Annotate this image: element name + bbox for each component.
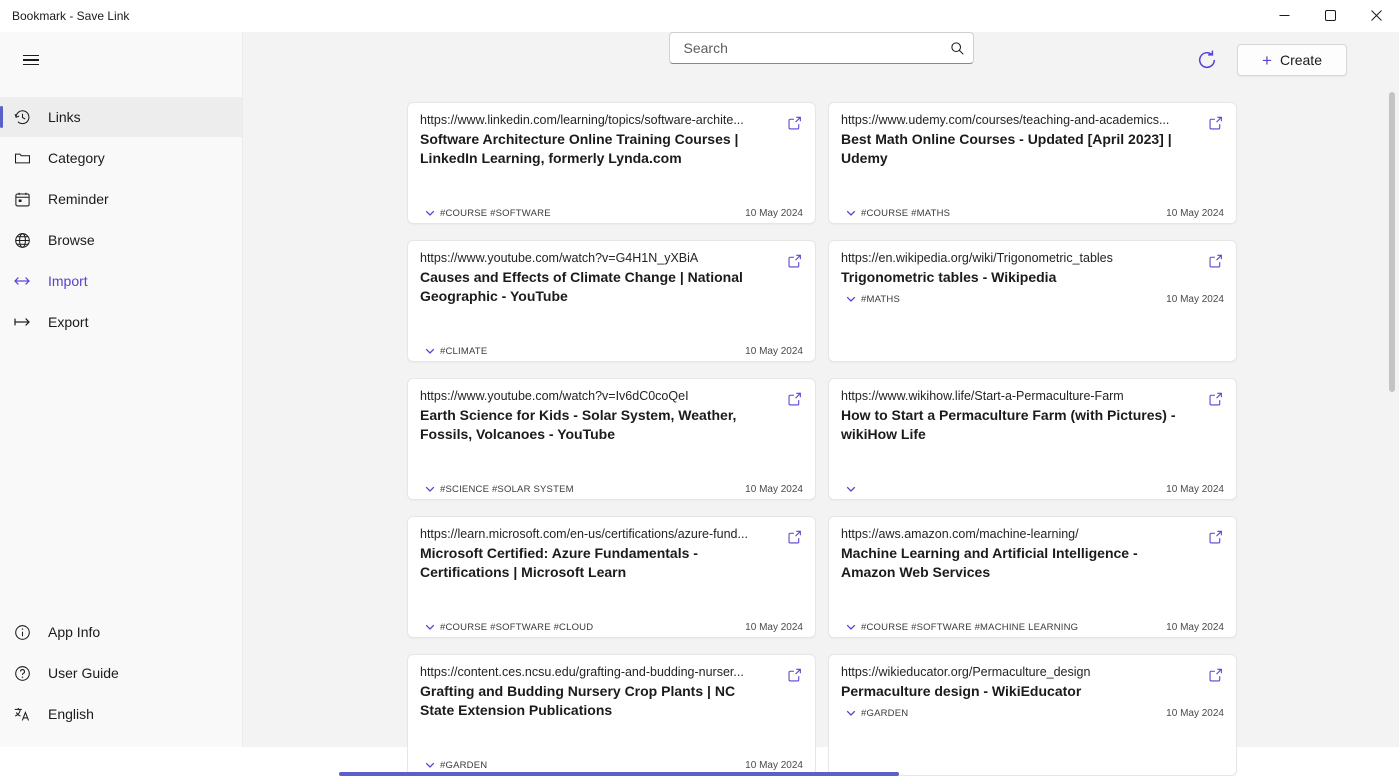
calendar-icon xyxy=(12,189,32,209)
link-title: Grafting and Budding Nursery Crop Plants | NC State Extension Publications xyxy=(420,683,736,718)
link-url: https://en.wikipedia.org/wiki/Trigonometric_tables xyxy=(841,251,1113,265)
link-meta xyxy=(841,479,1224,499)
open-external-icon[interactable] xyxy=(783,663,807,687)
chevron-down-icon[interactable] xyxy=(841,289,861,309)
link-title: Causes and Effects of Climate Change | National Geographic - YouTube xyxy=(420,269,743,304)
link-card[interactable] xyxy=(828,516,1237,638)
link-meta xyxy=(420,203,803,223)
open-external-icon[interactable] xyxy=(783,387,807,411)
open-external-icon[interactable] xyxy=(1204,663,1228,687)
link-date: 10 May 2024 xyxy=(1166,707,1224,719)
link-date: 10 May 2024 xyxy=(745,345,803,357)
link-tags: #GARDEN xyxy=(440,759,488,771)
link-card[interactable] xyxy=(407,240,816,362)
link-card[interactable] xyxy=(407,516,816,638)
chevron-down-icon[interactable] xyxy=(841,479,861,499)
sidebar-item-user-guide[interactable] xyxy=(0,653,242,693)
chevron-down-icon[interactable] xyxy=(841,617,861,637)
sidebar-item-reminder[interactable] xyxy=(0,179,242,219)
vertical-scrollbar-thumb[interactable] xyxy=(1389,92,1395,392)
close-button[interactable] xyxy=(1353,0,1399,32)
sidebar xyxy=(0,32,243,747)
info-icon xyxy=(12,622,32,642)
chevron-down-icon[interactable] xyxy=(420,341,440,361)
link-title: Software Architecture Online Training Courses | LinkedIn Learning, formerly Lynda.com xyxy=(420,131,739,166)
link-meta xyxy=(841,617,1224,637)
sidebar-header xyxy=(0,32,242,88)
link-url: https://www.youtube.com/watch?v=Iv6dC0coQeI xyxy=(420,389,689,403)
link-card[interactable] xyxy=(828,654,1237,776)
link-meta xyxy=(420,617,803,637)
chevron-down-icon[interactable] xyxy=(841,703,861,723)
chevron-down-icon[interactable] xyxy=(420,617,440,637)
link-date: 10 May 2024 xyxy=(1166,621,1224,633)
link-card[interactable] xyxy=(828,102,1237,224)
link-card[interactable] xyxy=(407,654,816,776)
sidebar-spacer xyxy=(0,343,242,611)
link-title: How to Start a Permaculture Farm (with Pictures) - wikiHow Life xyxy=(841,407,1176,442)
link-date: 10 May 2024 xyxy=(1166,207,1224,219)
app-shell xyxy=(0,32,1399,771)
language-icon xyxy=(12,704,32,724)
link-title: Trigonometric tables - Wikipedia xyxy=(841,269,1057,285)
sidebar-item-import[interactable] xyxy=(0,261,242,301)
window-controls xyxy=(1261,0,1399,32)
content-area xyxy=(243,32,1399,771)
sidebar-item-label: Reminder xyxy=(48,191,109,207)
window-title-bar xyxy=(0,0,1399,32)
open-external-icon[interactable] xyxy=(783,525,807,549)
link-card[interactable] xyxy=(828,240,1237,362)
link-title: Machine Learning and Artificial Intelligence - Amazon Web Services xyxy=(841,545,1138,580)
toolbar xyxy=(243,32,1399,70)
link-tags: #SCIENCE #SOLAR SYSTEM xyxy=(440,483,574,495)
open-external-icon[interactable] xyxy=(1204,111,1228,135)
links-grid xyxy=(243,64,1399,776)
link-tags: #CLIMATE xyxy=(440,345,488,357)
link-title: Microsoft Certified: Azure Fundamentals - Certifications | Microsoft Learn xyxy=(420,545,698,580)
sidebar-item-label: Browse xyxy=(48,232,95,248)
link-title: Best Math Online Courses - Updated [April 2023] | Udemy xyxy=(841,131,1172,166)
link-meta xyxy=(841,289,1224,309)
sidebar-bottom-nav xyxy=(0,611,242,747)
link-tags: #COURSE #SOFTWARE #CLOUD xyxy=(440,621,594,633)
minimize-button[interactable] xyxy=(1261,0,1307,32)
vertical-scrollbar[interactable] xyxy=(1385,88,1399,747)
link-tags: #COURSE #MATHS xyxy=(861,207,951,219)
search-input[interactable] xyxy=(682,39,950,57)
globe-icon xyxy=(12,230,32,250)
link-meta xyxy=(420,341,803,361)
link-tags: #MATHS xyxy=(861,293,901,305)
search-icon[interactable] xyxy=(950,41,965,56)
link-meta xyxy=(420,479,803,499)
link-tags: #COURSE #SOFTWARE #MACHINE LEARNING xyxy=(861,621,1079,633)
hamburger-menu-icon[interactable] xyxy=(14,44,48,76)
link-url: https://www.linkedin.com/learning/topics/software-archite... xyxy=(420,113,744,127)
open-external-icon[interactable] xyxy=(783,111,807,135)
sidebar-item-category[interactable] xyxy=(0,138,242,178)
folder-icon xyxy=(12,148,32,168)
question-icon xyxy=(12,663,32,683)
open-external-icon[interactable] xyxy=(1204,525,1228,549)
open-external-icon[interactable] xyxy=(1204,249,1228,273)
link-url: https://www.udemy.com/courses/teaching-and-academics... xyxy=(841,113,1170,127)
sidebar-item-links[interactable] xyxy=(0,97,242,137)
link-meta xyxy=(841,703,1224,723)
history-icon xyxy=(12,107,32,127)
sidebar-item-label: English xyxy=(48,706,94,722)
sidebar-item-label: App Info xyxy=(48,624,101,640)
plus-icon: + xyxy=(1262,50,1272,70)
chevron-down-icon[interactable] xyxy=(841,203,861,223)
horizontal-scrollbar-thumb[interactable] xyxy=(339,772,899,776)
search-box[interactable] xyxy=(669,32,974,64)
link-url: https://www.youtube.com/watch?v=G4H1N_yXBiA xyxy=(420,251,699,265)
open-external-icon[interactable] xyxy=(783,249,807,273)
link-title: Permaculture design - WikiEducator xyxy=(841,683,1082,699)
horizontal-scrollbar[interactable] xyxy=(243,772,1399,776)
link-tags: #GARDEN xyxy=(861,707,909,719)
link-card[interactable] xyxy=(828,378,1237,500)
sidebar-item-export[interactable] xyxy=(0,302,242,342)
link-card[interactable] xyxy=(407,102,816,224)
sidebar-item-label: Export xyxy=(48,314,89,330)
sidebar-item-label: Links xyxy=(48,109,81,125)
link-date: 10 May 2024 xyxy=(1166,293,1224,305)
link-date: 10 May 2024 xyxy=(745,621,803,633)
open-external-icon[interactable] xyxy=(1204,387,1228,411)
link-date: 10 May 2024 xyxy=(745,207,803,219)
links-scroll-area xyxy=(243,64,1399,776)
link-date: 10 May 2024 xyxy=(1166,483,1224,495)
link-date: 10 May 2024 xyxy=(745,483,803,495)
link-date: 10 May 2024 xyxy=(745,759,803,771)
link-url: https://content.ces.ncsu.edu/grafting-and-budding-nurser... xyxy=(420,665,744,679)
link-card[interactable] xyxy=(407,378,816,500)
link-tags: #COURSE #SOFTWARE xyxy=(440,207,551,219)
chevron-down-icon[interactable] xyxy=(420,203,440,223)
sidebar-item-app-info[interactable] xyxy=(0,612,242,652)
window-title: Bookmark - Save Link xyxy=(12,8,130,23)
create-button-label: Create xyxy=(1279,52,1322,68)
sidebar-item-label: Import xyxy=(48,273,88,289)
sidebar-item-language[interactable] xyxy=(0,694,242,734)
sidebar-nav xyxy=(0,96,242,343)
link-url: https://aws.amazon.com/machine-learning/ xyxy=(841,527,1079,541)
maximize-button[interactable] xyxy=(1307,0,1353,32)
link-url: https://wikieducator.org/Permaculture_design xyxy=(841,665,1091,679)
link-meta xyxy=(841,203,1224,223)
chevron-down-icon[interactable] xyxy=(420,479,440,499)
export-arrow-icon xyxy=(12,312,32,332)
sidebar-item-label: User Guide xyxy=(48,665,119,681)
link-url: https://www.wikihow.life/Start-a-Permaculture-Farm xyxy=(841,389,1124,403)
link-title: Earth Science for Kids - Solar System, Weather, Fossils, Volcanoes - YouTube xyxy=(420,407,737,442)
link-url: https://learn.microsoft.com/en-us/certifications/azure-fund... xyxy=(420,527,748,541)
sidebar-item-label: Category xyxy=(48,150,105,166)
sidebar-item-browse[interactable] xyxy=(0,220,242,260)
import-arrow-icon xyxy=(12,271,32,291)
